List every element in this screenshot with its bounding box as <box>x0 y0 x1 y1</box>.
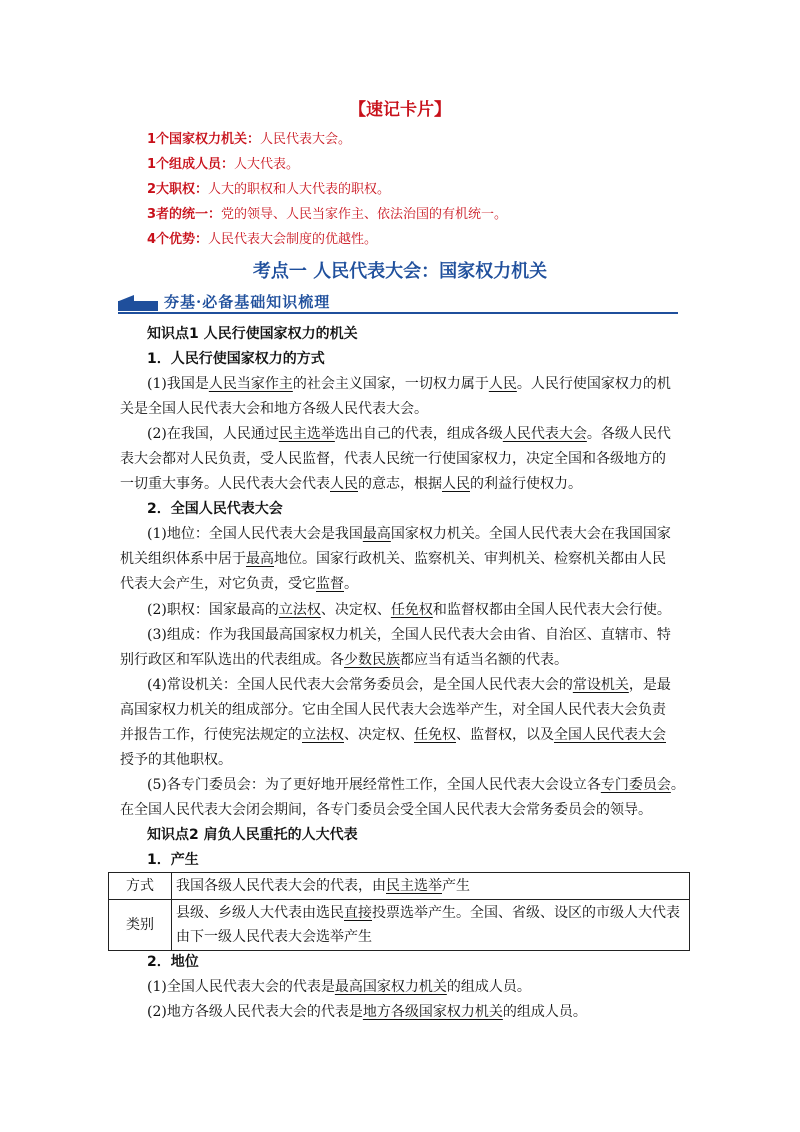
answer-blank: 民主选举 <box>386 878 442 894</box>
paragraph-line <box>147 773 685 798</box>
text-run: 的社会主义国家，一切权力属于 <box>292 376 489 392</box>
paragraph-line: (3)组成：作为我国最高国家权力机关，全国人民代表大会由省、自治区、直辖市、特 <box>147 627 671 643</box>
answer-blank: 少数民族 <box>344 652 400 668</box>
answer-blank: 立法权 <box>302 727 344 743</box>
text-run: 、决定权、 <box>344 727 414 743</box>
answer-blank: 最高 <box>246 551 274 567</box>
answer-blank: 专门委员会 <box>600 777 671 793</box>
text-run: 都应当有适当名额的代表。 <box>400 652 568 668</box>
paragraph-line: 授予的其他职权。 <box>120 752 232 768</box>
answer-blank: 常设机关 <box>572 677 629 693</box>
table-row <box>109 900 690 951</box>
paragraph-line <box>120 547 666 572</box>
text-run: (1)全国人民代表大会的代表是 <box>147 979 335 995</box>
text-run: 和监督权都由全国人民代表大会行使。 <box>432 602 671 618</box>
answer-blank: 人民代表大会 <box>502 426 587 442</box>
answer-blank: 人民 <box>442 476 470 492</box>
answer-blank: 直接 <box>344 905 372 921</box>
paragraph-line <box>120 472 582 497</box>
paragraph-line <box>147 522 671 547</box>
paragraph-line: 高国家权力机关的组成部分。它由全国人民代表大会选举产生，对全国人民代表大会负责 <box>120 702 666 718</box>
memo-line-value: 人民代表大会制度的优越性。 <box>208 232 378 247</box>
memo-line-4 <box>147 203 507 222</box>
table-row <box>109 873 690 900</box>
text-run: 并报告工作，行使宪法规定的 <box>120 727 302 743</box>
subsection-2-title: 2．全国人民代表大会 <box>147 501 283 517</box>
paragraph-line <box>147 673 671 698</box>
paragraph-line <box>120 648 568 673</box>
text-run: (4)常设机关：全国人民代表大会常务委员会，是全国人民代表大会的 <box>147 677 573 693</box>
answer-blank: 地方各级国家权力机关 <box>362 1004 503 1020</box>
memo-line-5 <box>147 228 377 247</box>
text-run: 。人民行使国家权力的机 <box>516 376 671 392</box>
memo-line-value: 人民代表大会。 <box>260 132 352 147</box>
text-run: 投票选举产生。全国、省级、设区的市级人大代表 <box>372 905 680 921</box>
memo-line-1 <box>147 128 351 147</box>
table-cell <box>172 873 690 900</box>
answer-blank: 人民 <box>330 476 358 492</box>
paragraph-line: 表大会都对人民负责，受人民监督，代表人民统一行使国家权力，决定全国和各级地方的 <box>120 451 666 467</box>
paragraph-line: 关是全国人民代表大会和地方各级人民代表大会。 <box>120 401 428 417</box>
answer-blank: 人民当家作主 <box>208 376 293 392</box>
banner-bar <box>118 301 158 311</box>
table-header-cell: 类别 <box>109 900 172 951</box>
text-run: 地位。国家行政机关、监察机关、审判机关、检察机关都由人民 <box>274 551 666 567</box>
text-run: 产生 <box>442 878 470 894</box>
answer-blank: 最高 <box>362 526 391 542</box>
table-cell <box>172 900 690 951</box>
memo-line-value: 人大代表。 <box>234 157 300 172</box>
answer-blank: 任免权 <box>390 602 433 618</box>
paragraph-line <box>147 422 671 447</box>
production-table <box>108 872 690 951</box>
table-header-cell: 方式 <box>109 873 172 900</box>
text-run: (2)地方各级人民代表大会的代表是 <box>147 1004 363 1020</box>
answer-blank: 任免权 <box>414 727 456 743</box>
memo-card-title: 【速记卡片】 <box>349 100 451 120</box>
text-run: 国家权力机关。全国人民代表大会在我国国家 <box>390 526 671 542</box>
knowledge-point-1-title: 知识点1 人民行使国家权力的机关 <box>147 326 358 342</box>
banner-text: 夯基·必备基础知识梳理 <box>164 293 331 311</box>
answer-blank: 监督 <box>316 576 344 592</box>
text-run: (1)地位：全国人民代表大会是我国 <box>147 526 363 542</box>
paragraph-line <box>120 572 358 597</box>
section-banner <box>118 291 678 315</box>
memo-line-key: 1个国家权力机关： <box>147 132 261 147</box>
paragraph-line <box>147 1000 587 1025</box>
text-run: 的利益行使权力。 <box>470 476 582 492</box>
text-run: 一切重大事务。人民代表大会代表 <box>120 476 330 492</box>
answer-blank: 最高国家权力机关 <box>334 979 447 995</box>
text-run: 选出自己的代表，组成各级 <box>334 426 503 442</box>
memo-line-value: 党的领导、人民当家作主、依法治国的有机统一。 <box>221 207 508 222</box>
subsection-2-title: 2．地位 <box>147 954 199 970</box>
text-run: 县级、乡级人大代表由选民 <box>176 905 344 921</box>
answer-blank: 立法权 <box>278 602 321 618</box>
text-run: (2)职权：国家最高的 <box>147 602 279 618</box>
answer-blank: 人民 <box>488 376 517 392</box>
banner-rule <box>118 312 678 314</box>
text-run: 机关组织体系中居于 <box>120 551 246 567</box>
text-run: 、决定权、 <box>320 602 391 618</box>
memo-line-key: 1个组成人员： <box>147 157 235 172</box>
text-run: 的组成人员。 <box>502 1004 587 1020</box>
text-run: ，是最 <box>628 677 671 693</box>
text-run: 。各级人民代 <box>586 426 671 442</box>
paragraph-line: 在全国人民代表大会闭会期间，各专门委员会受全国人民代表大会常务委员会的领导。 <box>120 802 652 818</box>
memo-line-value: 人大的职权和人大代表的职权。 <box>208 182 391 197</box>
exam-point-heading: 考点一 人民代表大会：国家权力机关 <box>252 261 548 282</box>
text-run: 代表大会产生，对它负责，受它 <box>120 576 316 592</box>
text-run: (2)在我国，人民通过 <box>147 426 279 442</box>
answer-blank: 全国人民代表大会 <box>554 727 666 743</box>
text-run: 。 <box>344 576 358 592</box>
subsection-1-title: 1．产生 <box>147 852 199 868</box>
paragraph-line <box>120 723 666 748</box>
paragraph-line <box>147 372 671 397</box>
knowledge-point-2-title: 知识点2 肩负人民重托的人大代表 <box>147 827 358 843</box>
text-run: (1)我国是 <box>147 376 209 392</box>
memo-line-key: 4个优势： <box>147 232 209 247</box>
paragraph-line <box>147 598 671 623</box>
memo-line-key: 3者的统一： <box>147 207 222 222</box>
text-run: 、监督权，以及 <box>456 727 554 743</box>
memo-line-key: 2大职权： <box>147 182 209 197</box>
subsection-1-title: 1．人民行使国家权力的方式 <box>147 351 325 367</box>
memo-line-2 <box>147 153 299 172</box>
text-run: 的意志，根据 <box>358 476 442 492</box>
answer-blank: 民主选举 <box>278 426 335 442</box>
paragraph-line <box>147 975 531 1000</box>
text-run: 我国各级人民代表大会的代表，由 <box>176 878 386 894</box>
text-run: 。 <box>670 777 685 793</box>
memo-line-3 <box>147 178 390 197</box>
text-run: 由下一级人民代表大会选举产生 <box>176 929 372 945</box>
text-run: 的组成人员。 <box>446 979 531 995</box>
text-run: (5)各专门委员会：为了更好地开展经常性工作，全国人民代表大会设立各 <box>147 777 601 793</box>
text-run: 别行政区和军队选出的代表组成。各 <box>120 652 344 668</box>
